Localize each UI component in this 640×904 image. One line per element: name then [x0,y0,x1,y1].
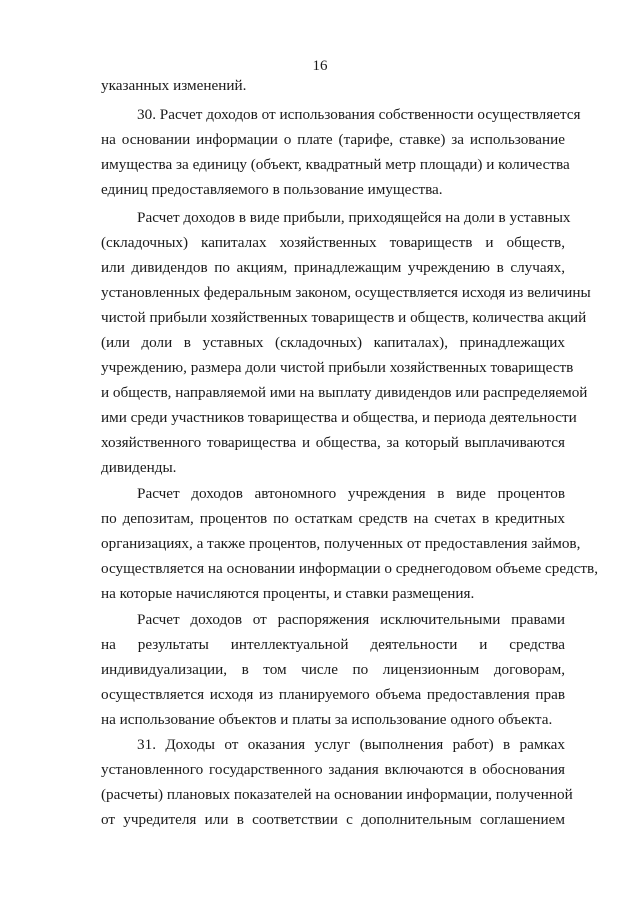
text-line: на использование объектов и платы за использование одного объекта. [101,711,553,728]
text-line: Расчет доходов автономного учреждения в виде процентов [137,485,565,502]
text-line: (складочных) капиталах хозяйственных товариществ и обществ, [101,234,565,251]
text-line: на которые начисляются проценты, и ставки размещения. [101,585,475,602]
page-number: 16 [312,58,328,74]
text-line: указанных изменений. [101,77,247,94]
text-line: установленных федеральным законом, осуществляется исходя из величины [101,284,591,301]
text-line: индивидуализации, в том числе по лицензионным договорам, [101,661,565,678]
text-line: осуществляется исходя из планируемого объема предоставления прав [101,686,565,703]
text-line: имущества за единицу (объект, квадратный метр площади) и количества [101,156,570,173]
text-line: Расчет доходов в виде прибыли, приходящейся на доли в уставных [137,209,571,226]
text-line: единиц предоставляемого в пользование имущества. [101,181,443,198]
text-line: чистой прибыли хозяйственных товариществ и обществ, количества акций [101,309,587,326]
text-line: 31. Доходы от оказания услуг (выполнения работ) в рамках [137,736,565,753]
text-line: 30. Расчет доходов от использования собственности осуществляется [137,106,581,123]
text-line: установленного государственного задания включаются в обоснования [101,761,565,778]
text-line: организациях, а также процентов, полученных от предоставления займов, [101,535,581,552]
text-line: дивиденды. [101,459,177,476]
text-line: на результаты интеллектуальной деятельности и средства [101,636,565,653]
text-line: (или доли в уставных (складочных) капиталах), принадлежащих [101,334,565,351]
text-line: учреждению, размера доли чистой прибыли хозяйственных товариществ [101,359,574,376]
text-line: (расчеты) плановых показателей на основании информации, полученной [101,786,573,803]
text-line: Расчет доходов от распоряжения исключительными правами [137,611,565,628]
text-line: от учредителя или в соответствии с дополнительным соглашением [101,811,565,828]
text-line: хозяйственного товарищества и общества, за который выплачиваются [101,434,565,451]
text-line: осуществляется на основании информации о среднегодовом объеме средств, [101,560,598,577]
text-line: или дивидендов по акциям, принадлежащим учреждению в случаях, [101,259,565,276]
text-line: ими среди участников товарищества и общества, и периода деятельности [101,409,577,426]
text-line: по депозитам, процентов по остаткам средств на счетах в кредитных [101,510,565,527]
text-line: и обществ, направляемой ими на выплату дивидендов или распределяемой [101,384,588,401]
text-line: на основании информации о плате (тарифе, ставке) за использование [101,131,565,148]
